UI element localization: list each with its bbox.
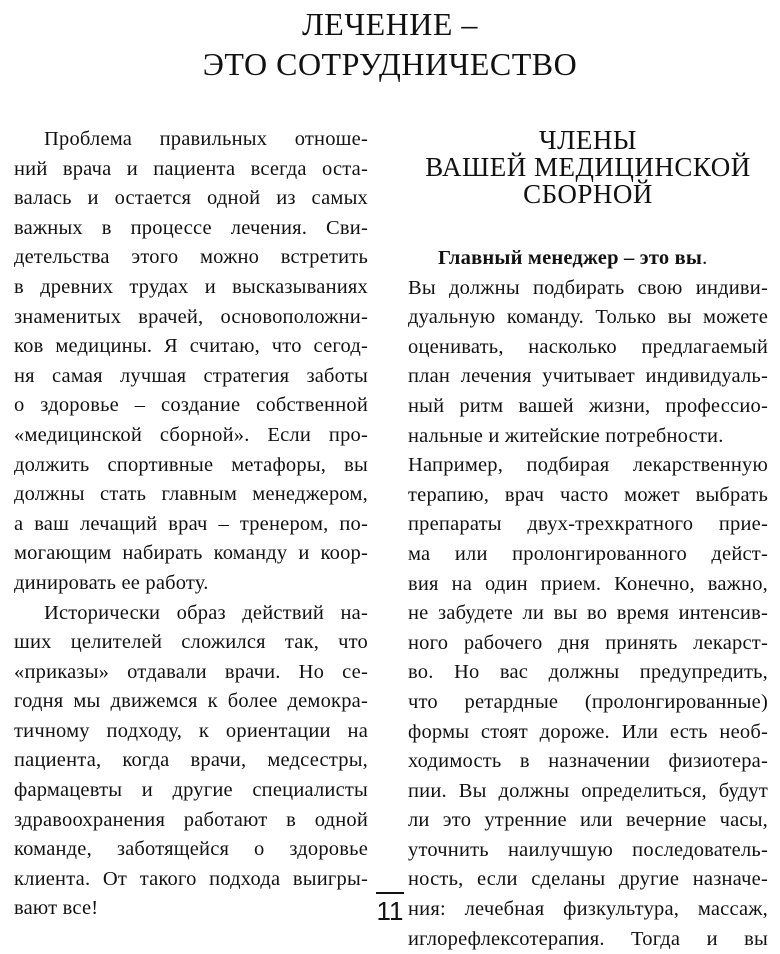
text-line: ших целителей сложился так, что [14,631,368,654]
text-line: план лечения учитывает индивидуаль- [408,365,768,388]
text-line: здравоохранения работают в одной [14,808,368,831]
text-line: дуальную команду. Только вы можете [408,306,768,329]
text-line: важных в процессе лечения. Сви- [14,216,368,239]
text-line: вают все! [14,897,99,920]
text-line: «медицинской сборной». Если про- [14,423,368,446]
text-line: должить спортивные метафоры, вы [14,453,368,476]
text-line: вия на один прием. Конечно, важно, [408,572,768,595]
text-line: Вы должны подбирать свою индиви- [408,276,768,299]
text-line: оценивать, насколько предлагаемый [408,335,768,358]
text-line: ного рабочего дня принять лекарст- [408,631,768,654]
paragraph-lead [408,244,768,954]
page-title [0,4,780,84]
lead-rest-text: . [702,247,708,269]
text-line: препараты двух-трехкратного прие- [408,513,768,536]
text-line: во. Но вас должны предупредить, [408,661,768,684]
text-line: валась и остается одной из самых [14,187,368,210]
text-line: ли это утренние или вечерние часы, [408,809,768,832]
text-line: команде, заботящейся о здоровье [14,838,368,861]
text-line: пациента, когда врачи, медсестры, [14,749,368,772]
text-line: годня мы движемся к более демокра- [14,690,368,713]
text-line: могающим набирать команду и коор- [14,542,368,565]
text-line: фармацевты и другие специалисты [14,779,368,802]
text-line: динировать ее работу. [14,571,209,594]
left-column [14,125,368,924]
paragraph-1 [14,125,368,599]
text-line: ность, если сделаны другие назначе- [408,868,768,891]
text-line: знаменитых врачей, основоположни- [14,305,368,328]
text-line: должны стать главным менеджером, [14,483,368,506]
text-line: ходимость в назначении физиотера- [408,750,768,773]
text-line: ния: лечебная физкультура, массаж, [408,898,768,921]
text-line: в древних трудах и высказываниях [14,275,368,298]
text-line: а ваш лечащий врач – тренером, по- [14,512,368,535]
text-line: о здоровье – создание собственной [14,394,368,417]
text-line: что ретардные (пролонгированные) [408,690,768,713]
text-line: Проблема правильных отноше- [44,128,368,150]
text-line: терапию, врач часто может выбрать [408,483,768,506]
text-line: формы стоят дороже. Или есть необ- [408,720,768,743]
lead-line [408,244,768,274]
text-line: детельства этого можно встретить [14,246,368,269]
page-number: 11 [376,896,404,926]
text-line: уточнить наилучшую последователь- [408,838,768,861]
text-line: «приказы» отдавали врачи. Но се- [14,660,368,683]
text-line: ма или пролонгированного дейст- [408,542,768,565]
text-line: тичному подходу, к ориентации на [14,719,368,742]
lead-bold-text: Главный менеджер – это вы [438,247,703,269]
paragraph-2 [14,599,368,925]
section-heading [408,127,768,208]
text-line: нальные и житейские потребности. [408,424,724,447]
page-title-line-1: ЛЕЧЕНИЕ – [302,6,478,42]
text-line: не забудете ли вы во время интенсив- [408,602,768,625]
section-heading-line-2: ВАШЕЙ МЕДИЦИНСКОЙ [425,152,751,182]
text-line: ний врача и пациента всегда оста- [14,157,368,180]
text-line: пии. Вы должны определиться, будут [408,779,768,802]
section-heading-line-3: СБОРНОЙ [523,179,653,209]
text-line: ков медицины. Я считаю, что сегод- [14,335,368,358]
text-line: Например, подбирая лекарственную [408,454,768,477]
section-heading-line-1: ЧЛЕНЫ [539,125,637,155]
text-line: ня самая лучшая стратегия заботы [14,364,368,387]
text-line: иглорефлексотерапия. Тогда и вы [408,927,768,950]
text-line: ный ритм вашей жизни, профессио- [408,394,768,417]
text-line: Исторически образ действий на- [44,601,368,624]
text-line: клиента. От такого подхода выигры- [14,867,368,890]
right-column [408,125,768,954]
page-title-line-2: ЭТО СОТРУДНИЧЕСТВО [202,46,578,82]
